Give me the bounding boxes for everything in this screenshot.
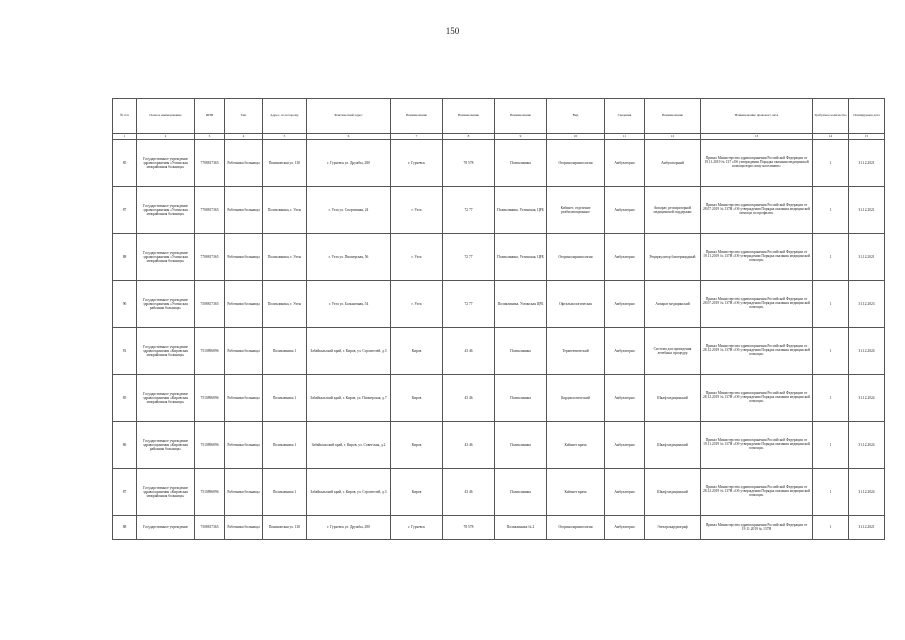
unit-value: Поликлиника № 2 (495, 516, 547, 540)
position-value: Шкаф медицинский (645, 422, 701, 469)
header-cell: № п/п (113, 99, 137, 134)
header-cell: Тип (225, 99, 263, 134)
address-value: Поликлиника 1 (263, 469, 307, 516)
row-number: 81 (113, 328, 137, 375)
unit-value: Поликлиника (495, 375, 547, 422)
specialty-value: Амбулаторно (605, 140, 645, 187)
code-value: 78 578 (443, 140, 495, 187)
settlement-value: Киров (391, 328, 443, 375)
type-value: Работники больницы (225, 469, 263, 516)
position-value: Амбулаторный (645, 140, 701, 187)
date-value: 31.12.2021 (849, 187, 885, 234)
date-value: 31.12.2021 (849, 234, 885, 281)
type-value: Работники больницы (225, 281, 263, 328)
settlement-value: Киров (391, 422, 443, 469)
code-value: 43 46 (443, 469, 495, 516)
header-cell: Планируемая дата (849, 99, 885, 134)
legal-basis-value: Приказ Министерства здравоохранения Российской Федерации от 28.12.2019 № 137Н «Об утверждении Порядка оказания медицинской помощи» (701, 375, 813, 422)
code-value: 43 46 (443, 328, 495, 375)
table-row (113, 328, 885, 375)
inn-value: 7510896896 (195, 422, 225, 469)
table-row (113, 422, 885, 469)
inn-value: 7708817365 (195, 234, 225, 281)
actual-address-value: Забайкальский край, г. Киров, ул. Советская, д.2 (307, 422, 391, 469)
address-value: Поликлиника, г. Ухты (263, 187, 307, 234)
inn-value: 7508817365 (195, 281, 225, 328)
header-cell: Наименование правового акта (701, 99, 813, 134)
header-cell: Требуемое количество (813, 99, 849, 134)
count-value: 1 (813, 234, 849, 281)
activity-value: Кабинет врача (547, 469, 605, 516)
type-value: Работники больницы (225, 187, 263, 234)
column-number: 14 (813, 134, 849, 140)
legal-basis-value: Приказ Министерства здравоохранения Российской Федерации от 28.07.2019 № 137Н «Об утверждении Порядка оказания медицинской помощи» (701, 281, 813, 328)
header-cell: Полное наименование (137, 99, 195, 134)
settlement-value: Киров (391, 375, 443, 422)
legal-basis-value: Приказ Министерства здравоохранения Российской Федерации от 19.11.2019 № 137 «Об утверждении Порядка оказания медицинской помощи взрослому населению» (701, 140, 813, 187)
row-number: 85 (113, 375, 137, 422)
column-number: 12 (645, 134, 701, 140)
address-value: Поликлиника 1 (263, 375, 307, 422)
type-value: Работники больницы (225, 375, 263, 422)
inn-value: 7510896896 (195, 469, 225, 516)
inn-value: 7708817365 (195, 140, 225, 187)
table-row (113, 469, 885, 516)
position-value: Рециркулятор бактерицидный (645, 234, 701, 281)
organization-name: Государственное учреждение здравоохранения «Ухтинская районная больница» (137, 281, 195, 328)
activity-value: Терапевтический (547, 328, 605, 375)
inn-value: 7510896896 (195, 328, 225, 375)
activity-value: Оториноларингология (547, 140, 605, 187)
actual-address-value: г. Гурьевск ул. Дружбы, 280 (307, 516, 391, 540)
row-number: 87 (113, 469, 137, 516)
unit-value: Поликлиника (495, 422, 547, 469)
organization-name: Государственное учреждение здравоохранения «Ухтинская межрайонная больница» (137, 187, 195, 234)
actual-address-value: Забайкальский край, г. Киров, ул. Строителей, д.3 (307, 328, 391, 375)
settlement-value: г. Гурьевск (391, 140, 443, 187)
column-number: 5 (263, 134, 307, 140)
activity-value: Кабинет врача (547, 422, 605, 469)
organization-name: Государственное учреждение здравоохранения «Кировская межрайонная больница» (137, 469, 195, 516)
actual-address-value: г. Гурьевск ул. Дружбы, 280 (307, 140, 391, 187)
column-number: 1 (113, 134, 137, 140)
code-value: 43 46 (443, 375, 495, 422)
position-value: Шкаф медицинский (645, 375, 701, 422)
count-value: 1 (813, 469, 849, 516)
unit-value: Поликлиника, Ухтинская, ЦРБ (495, 187, 547, 234)
table-row (113, 140, 885, 187)
unit-value: Поликлиника, Ухтинская, ЦРБ (495, 234, 547, 281)
unit-value: Поликлиника, Ухтинская ЦРБ (495, 281, 547, 328)
actual-address-value: г. Ухта ул. Больничная, 54 (307, 281, 391, 328)
table-row (113, 234, 885, 281)
legal-basis-value: Приказ Министерства здравоохранения Российской Федерации от 19.11.2019 № 137Н «Об утверждении Порядка оказания медицинской помощи» (701, 422, 813, 469)
address-value: Пониковская ул. 130 (263, 140, 307, 187)
code-value: 78 578 (443, 516, 495, 540)
organization-name: Государственное учреждение (137, 516, 195, 540)
column-number: 11 (605, 134, 645, 140)
inn-value: 7510896896 (195, 375, 225, 422)
type-value: Работники больницы (225, 422, 263, 469)
column-number: 13 (701, 134, 813, 140)
table-row (113, 516, 885, 540)
code-value: 72 77 (443, 234, 495, 281)
activity-value: Оториноларингология (547, 516, 605, 540)
settlement-value: г. Гурьевск (391, 516, 443, 540)
column-number: 10 (547, 134, 605, 140)
header-cell: Вид (547, 99, 605, 134)
table-row (113, 375, 885, 422)
inn-value: 7508817365 (195, 516, 225, 540)
activity-value: Оториноларингология (547, 234, 605, 281)
page-number: 150 (445, 26, 460, 36)
legal-basis-value: Приказ Министерства здравоохранения Российской Федерации от 28.12.2019 № 137Н «Об утверждении Порядка оказания медицинской помощи» (701, 328, 813, 375)
position-value: Шкаф медицинский (645, 469, 701, 516)
type-value: Работники больницы (225, 516, 263, 540)
code-value: 43 46 (443, 422, 495, 469)
header-cell: Наименование (495, 99, 547, 134)
count-value: 1 (813, 328, 849, 375)
header-cell: Наименование (391, 99, 443, 134)
column-number: 7 (391, 134, 443, 140)
table-row (113, 187, 885, 234)
organization-name: Государственное учреждение здравоохранения «Кировская районная больница» (137, 422, 195, 469)
organization-name: Государственное учреждение здравоохранения «Кировская межрайонная больница» (137, 328, 195, 375)
header-cell: Фактический адрес (307, 99, 391, 134)
settlement-value: Киров (391, 469, 443, 516)
settlement-value: г. Ухта (391, 234, 443, 281)
column-number: 2 (137, 134, 195, 140)
position-value: Система для проведения лечебных процедур (645, 328, 701, 375)
inn-value: 7708817365 (195, 187, 225, 234)
position-value: Аппарат, респираторной медицинской поддержки (645, 187, 701, 234)
unit-value: Поликлиника (495, 469, 547, 516)
specialty-value: Амбулаторно (605, 422, 645, 469)
count-value: 1 (813, 140, 849, 187)
activity-value: Офтальмологическая (547, 281, 605, 328)
actual-address-value: г. Ухта ул. Пионерская, 56 (307, 234, 391, 281)
count-value: 1 (813, 422, 849, 469)
header-row (113, 99, 885, 134)
column-number: 6 (307, 134, 391, 140)
count-value: 1 (813, 375, 849, 422)
type-value: Работники больницы (225, 328, 263, 375)
specialty-value: Амбулаторно (605, 469, 645, 516)
equipment-table (112, 98, 885, 540)
date-value: 31.12.2024 (849, 469, 885, 516)
row-number: 86 (113, 422, 137, 469)
date-value: 31.12.2024 (849, 328, 885, 375)
address-value: Поликлиника 1 (263, 328, 307, 375)
header-cell: ИНН (195, 99, 225, 134)
count-value: 1 (813, 187, 849, 234)
activity-value: Кабинет, отделение реабилитационное (547, 187, 605, 234)
specialty-value: Амбулаторно (605, 516, 645, 540)
code-value: 72 77 (443, 187, 495, 234)
count-value: 1 (813, 281, 849, 328)
organization-name: Государственное учреждение здравоохранения «Кировская межрайонная больница» (137, 375, 195, 422)
address-value: Поликлиника, г. Ухты (263, 234, 307, 281)
date-value: 31.12.2024 (849, 422, 885, 469)
column-number: 3 (195, 134, 225, 140)
settlement-value: г. Ухта (391, 281, 443, 328)
date-value: 31.12.2021 (849, 516, 885, 540)
actual-address-value: Забайкальский край, г. Киров, ул. Пионерская, д.7 (307, 375, 391, 422)
activity-value: Кардиологический (547, 375, 605, 422)
specialty-value: Амбулаторно (605, 187, 645, 234)
header-cell: Сведения (605, 99, 645, 134)
actual-address-value: г. Ухта ул. Спортивная, 24 (307, 187, 391, 234)
table-row (113, 281, 885, 328)
header-cell: Наименование (443, 99, 495, 134)
type-value: Работники больницы (225, 234, 263, 281)
row-number: 88 (113, 234, 137, 281)
actual-address-value: Забайкальский край, г. Киров, ул. Строителей, д.3 (307, 469, 391, 516)
legal-basis-value: Приказ Министерства здравоохранения Российской Федерации от 19.11.2019 № 137Н (701, 516, 813, 540)
column-number: 15 (849, 134, 885, 140)
position-value: Аппарат медицинский (645, 281, 701, 328)
legal-basis-value: Приказ Министерства здравоохранения Российской Федерации от 28.07.2019 № 137Н «Об утверждении Порядка оказания медицинской помощи по профилю» (701, 187, 813, 234)
row-number: 88 (113, 516, 137, 540)
organization-name: Государственное учреждение здравоохранения «Ухтинская межрайонная больница» (137, 140, 195, 187)
unit-value: Поликлиника (495, 140, 547, 187)
position-value: Электрокардиограф (645, 516, 701, 540)
column-number: 4 (225, 134, 263, 140)
legal-basis-value: Приказ Министерства здравоохранения Российской Федерации от 28.12.2019 № 137Н «Об утверждении Порядка оказания медицинской помощи» (701, 469, 813, 516)
unit-value: Поликлиника (495, 328, 547, 375)
settlement-value: г. Ухта (391, 187, 443, 234)
row-number: 90 (113, 281, 137, 328)
code-value: 72 77 (443, 281, 495, 328)
organization-name: Государственное учреждение здравоохранения «Ухтинская межрайонная больница» (137, 234, 195, 281)
address-value: Поликлиника, г. Ухты (263, 281, 307, 328)
column-number: 8 (443, 134, 495, 140)
header-cell: Адрес, по которому (263, 99, 307, 134)
header-cell: Наименование (645, 99, 701, 134)
row-number: 85 (113, 140, 137, 187)
count-value: 1 (813, 516, 849, 540)
date-value: 31.12.2024 (849, 375, 885, 422)
specialty-value: Амбулаторно (605, 281, 645, 328)
specialty-value: Амбулаторно (605, 234, 645, 281)
type-value: Работники больницы (225, 140, 263, 187)
specialty-value: Амбулаторно (605, 328, 645, 375)
date-value: 31.12.2023 (849, 281, 885, 328)
legal-basis-value: Приказ Министерства здравоохранения Российской Федерации от 19.11.2019 № 137Н «Об утверждении Порядка оказания медицинской помощи» (701, 234, 813, 281)
row-number: 87 (113, 187, 137, 234)
specialty-value: Амбулаторно (605, 375, 645, 422)
column-number: 9 (495, 134, 547, 140)
date-value: 31.12.2021 (849, 140, 885, 187)
address-value: Поликлиника 1 (263, 422, 307, 469)
address-value: Пониковская ул. 130 (263, 516, 307, 540)
